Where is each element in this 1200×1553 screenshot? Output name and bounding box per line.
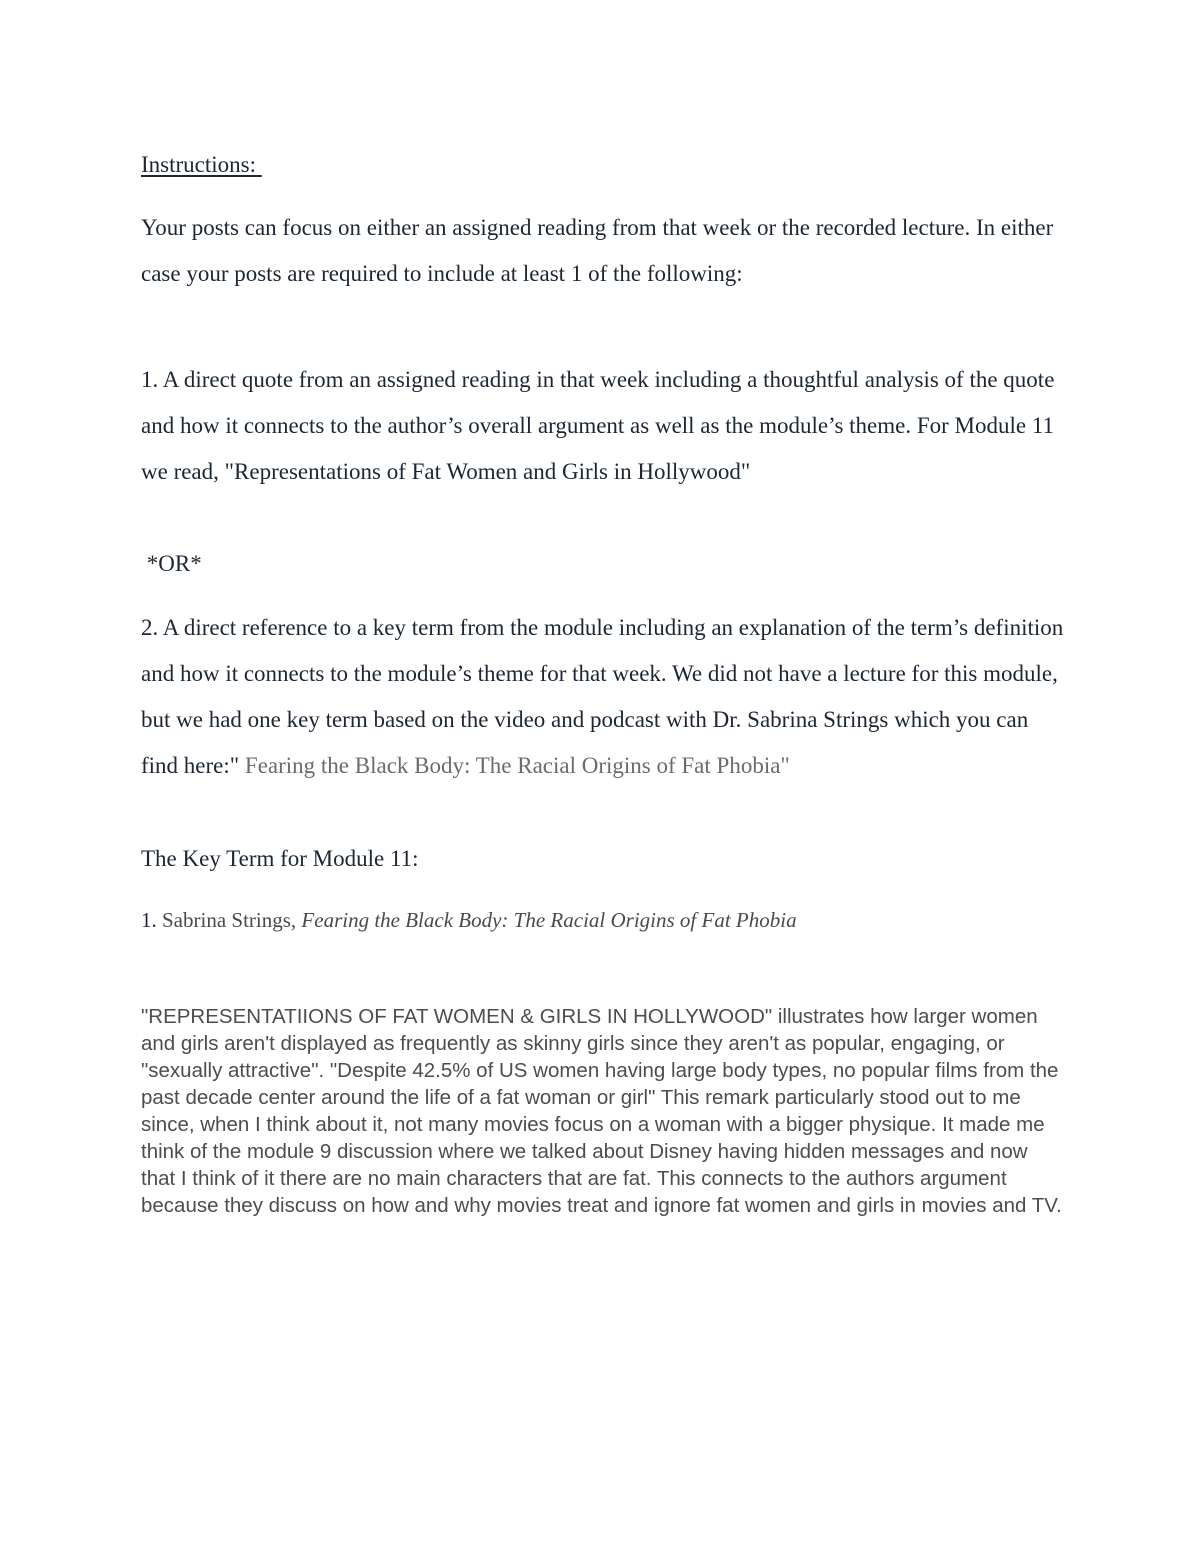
key-term-entry bbox=[141, 908, 797, 933]
key-term-author: Sabrina Strings, bbox=[156, 908, 302, 932]
key-term-book-title: Fearing the Black Body: The Racial Origins of Fat Phobia bbox=[301, 908, 797, 932]
option-2-text: 2. A direct reference to a key term from the module including an explanation of the term’s definition and how it connects to the module’s theme for that week. We did not have a lecture for this module, but we had one key term based on the video and podcast with Dr. Sabrina Strings which you can find here:" bbox=[141, 615, 1064, 778]
student-response-paragraph: "REPRESENTATIIONS OF FAT WOMEN & GIRLS IN HOLLYWOOD" illustrates how larger women and girls aren't displayed as frequently as skinny girls since they aren't as popular, engaging, or "sexually attractive". "Despite 42.5% of US women having large body types, no popular films from the past decade center around the life of a fat woman or girl" This remark particularly stood out to me since, when I think about it, not many movies focus on a woman with a bigger physique. It made me think of the module 9 discussion where we talked about Disney having hidden messages and now that I think of it there are no main characters that are fat. This connects to the authors argument because they discuss on how and why movies treat and ignore fat women and girls in movies and TV. bbox=[141, 1005, 1062, 1217]
key-term-number: 1. bbox=[141, 908, 157, 932]
option-2-paragraph bbox=[141, 605, 1071, 789]
instructions-heading: Instructions: bbox=[141, 152, 262, 177]
key-term-heading: The Key Term for Module 11: bbox=[141, 846, 419, 871]
option-1-paragraph: 1. A direct quote from an assigned reading in that week including a thoughtful analysis of the quote and how it connects to the author’s overall argument as well as the module’s theme. For Module 11 we read, "Representations of Fat Women and Girls in Hollywood" bbox=[141, 367, 1055, 484]
intro-paragraph: Your posts can focus on either an assigned reading from that week or the recorded lecture. In either case your posts are required to include at least 1 of the following: bbox=[141, 215, 1054, 286]
book-reference-link[interactable]: Fearing the Black Body: The Racial Origins of Fat Phobia" bbox=[244, 753, 790, 778]
or-separator: *OR* bbox=[141, 551, 202, 576]
